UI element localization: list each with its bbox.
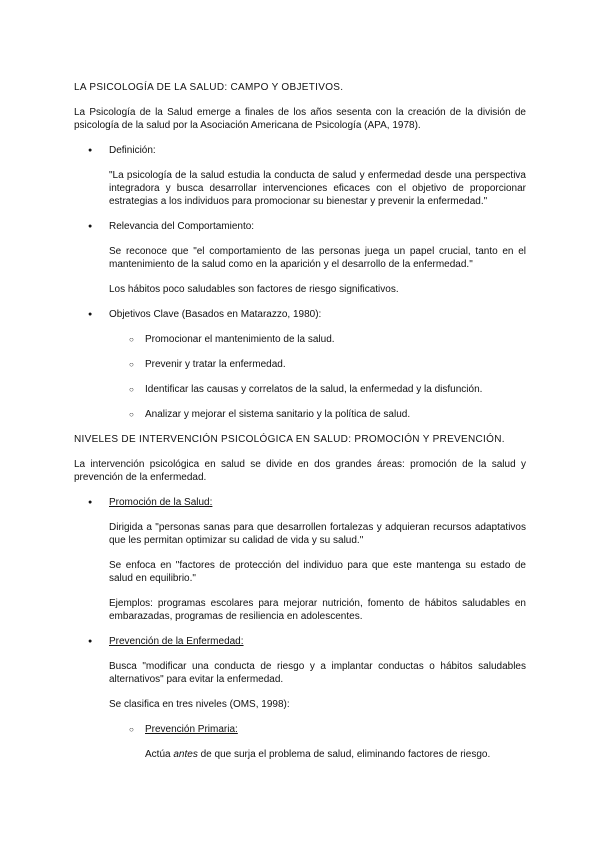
- relevancia-body: [74, 245, 526, 296]
- prevencion-body: [74, 660, 526, 711]
- bullet-prevencion: [74, 635, 526, 648]
- primaria-text-pre: Actúa: [145, 749, 174, 760]
- primaria-text-post: de que surja el problema de salud, eliminando factores de riesgo.: [197, 749, 491, 760]
- bullet-prevencion-primaria: [74, 723, 526, 736]
- objetivo-item: ○ Identificar las causas y correlatos de la salud, la enfermedad y la disfunción.: [74, 383, 526, 396]
- bullet-relevancia: ● Relevancia del Comportamiento:: [74, 220, 526, 233]
- prevencion-label: Prevención de la Enfermedad:: [109, 636, 244, 647]
- section-2-intro: La intervención psicológica en salud se divide en dos grandes áreas: promoción de la salud y prevención de la enfermedad.: [74, 459, 526, 483]
- relevancia-text-1: Se reconoce que "el comportamiento de las personas juega un papel crucial, tanto en el mantenimiento de la salud como en la aparición y el desarrollo de la enfermedad.": [109, 246, 526, 270]
- promocion-text-1: Dirigida a "personas sanas para que desarrollen fortalezas y adquieran recursos adaptativos que les permitan optimizar su calidad de vida y su salud.": [109, 522, 526, 546]
- definicion-body: [74, 169, 526, 208]
- objetivo-item: ○ Prevenir y tratar la enfermedad.: [74, 358, 526, 371]
- section-2-title: NIVELES DE INTERVENCIÓN PSICOLÓGICA EN SALUD: PROMOCIÓN Y PREVENCIÓN.: [74, 434, 505, 445]
- prevencion-text-1: Busca "modificar una conducta de riesgo y a implantar conductas o hábitos saludables alternativos" para evitar la enfermedad.: [109, 661, 526, 685]
- section-1-title: LA PSICOLOGÍA DE LA SALUD: CAMPO Y OBJETIVOS.: [74, 82, 344, 93]
- bullet-promocion: [74, 496, 526, 509]
- promocion-body: [74, 521, 526, 623]
- primaria-text: [74, 748, 526, 761]
- bullet-definicion: ● Definición:: [74, 144, 526, 157]
- promocion-label: Promoción de la Salud:: [109, 497, 213, 508]
- primaria-text-emphasis: antes: [173, 749, 198, 760]
- section-1-intro: La Psicología de la Salud emerge a finales de los años sesenta con la creación de la división de psicología de la salud por la Asociación Americana de Psicología (APA, 1978).: [74, 107, 526, 131]
- primaria-label: Prevención Primaria:: [145, 724, 238, 735]
- promocion-text-3: Ejemplos: programas escolares para mejorar nutrición, fomento de hábitos saludables en embarazadas, programas de resiliencia en adolescentes.: [109, 598, 526, 622]
- definicion-quote: "La psicología de la salud estudia la conducta de salud y enfermedad desde una perspectiva integradora y busca desarrollar intervenciones eficaces con el objetivo de proporcionar estrategias a los individuos para promocionar su bienestar y prevenir la enfermedad.": [109, 170, 526, 207]
- objetivo-item: ○ Analizar y mejorar el sistema sanitario y la política de salud.: [74, 408, 526, 421]
- bullet-objetivos: ● Objetivos Clave (Basados en Matarazzo, 1980):: [74, 308, 526, 321]
- prevencion-text-2: Se clasifica en tres niveles (OMS, 1998):: [109, 699, 290, 710]
- promocion-text-2: Se enfoca en "factores de protección del individuo para que este mantenga su estado de salud en equilibrio.": [109, 560, 526, 584]
- relevancia-text-2: Los hábitos poco saludables son factores de riesgo significativos.: [109, 284, 399, 295]
- objetivo-item: ○ Promocionar el mantenimiento de la salud.: [74, 333, 526, 346]
